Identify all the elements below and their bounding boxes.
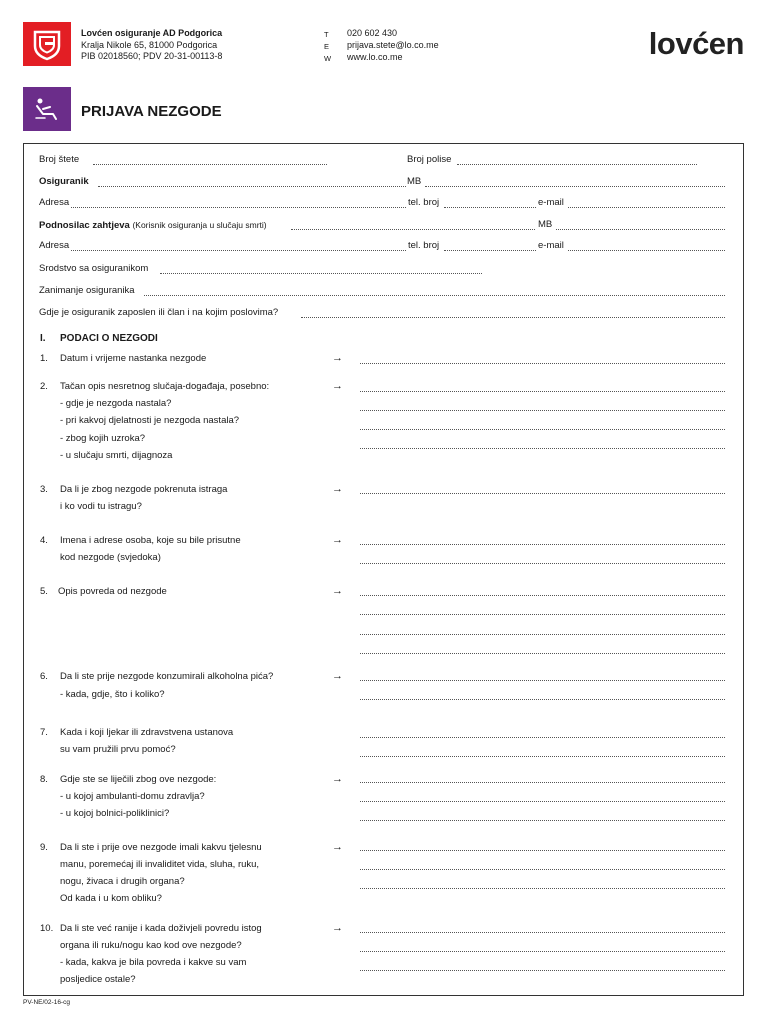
email-label: e-mail (538, 197, 564, 208)
injured-person-icon (23, 87, 71, 131)
answer-line[interactable] (360, 951, 725, 952)
answer-line[interactable] (360, 699, 725, 700)
answer-line[interactable] (360, 410, 725, 411)
answer-line[interactable] (360, 869, 725, 870)
question-text: - kada, kakva je bila povreda i kakve su vam (60, 957, 247, 968)
question-text: organa ili ruku/nogu kao kod ove nezgode? (60, 940, 242, 951)
question-text: - kada, gdje, što i koliko? (60, 689, 165, 700)
podnosilac-email-label: e-mail (538, 240, 564, 251)
arrow-icon: → (332, 352, 343, 364)
answer-line[interactable] (360, 391, 725, 392)
zaposlen-field[interactable] (301, 317, 725, 318)
contact-phone-label: T (324, 30, 329, 39)
question-number: 9. (40, 842, 48, 853)
brand-wordmark: lovćen (648, 26, 744, 61)
contact-phone: 020 602 430 (347, 28, 398, 38)
question-text: kod nezgode (svjedoka) (60, 552, 161, 563)
arrow-icon: → (332, 922, 343, 934)
question-text: i ko vodi tu istragu? (60, 501, 142, 512)
arrow-icon: → (332, 841, 343, 853)
broj-stete-field[interactable] (93, 164, 327, 165)
question-number: 8. (40, 774, 48, 785)
contact-email-label: E (324, 42, 330, 51)
question-text: Gdje ste se liječili zbog ove nezgode: (60, 774, 217, 785)
question-text: Tačan opis nesretnog slučaja-događaja, posebno: (60, 381, 270, 392)
answer-line[interactable] (360, 801, 725, 802)
company-address: Kralja Nikole 65, 81000 Podgorica (81, 40, 218, 50)
podnosilac-adresa-label: Adresa (39, 240, 70, 251)
question-number: 1. (40, 353, 48, 364)
broj-stete-label: Broj štete (39, 154, 80, 165)
answer-line[interactable] (360, 756, 725, 757)
podnosilac-tel-label: tel. broj (408, 240, 440, 251)
answer-line[interactable] (360, 363, 725, 364)
answer-line[interactable] (360, 595, 725, 596)
question-text: Da li je zbog nezgode pokrenuta istraga (60, 484, 228, 495)
adresa-label: Adresa (39, 197, 70, 208)
question-text: - pri kakvoj djelatnosti je nezgoda nastala? (60, 415, 240, 426)
answer-line[interactable] (360, 782, 725, 783)
osiguranik-field[interactable] (98, 186, 406, 187)
contact-web: www.lo.co.me (347, 52, 403, 62)
broj-polise-label: Broj polise (407, 154, 452, 165)
question-number: 4. (40, 535, 48, 546)
question-text: Datum i vrijeme nastanka nezgode (60, 353, 207, 364)
question-number: 2. (40, 381, 48, 392)
podnosilac-label (39, 219, 267, 232)
company-ids: PIB 02018560; PDV 20-31-00113-8 (81, 51, 223, 61)
question-text: - zbog kojih uzroka? (60, 433, 146, 444)
company-name: Lovćen osiguranje AD Podgorica (81, 28, 223, 38)
form-code: PV-NE/02-16-cg (23, 999, 70, 1006)
answer-line[interactable] (360, 820, 725, 821)
podnosilac-tel-field[interactable] (444, 250, 536, 251)
podnosilac-note: (Korisnik osiguranja u slučaju smrti) (132, 220, 267, 230)
question-text: nogu, živaca i drugih organa? (60, 876, 185, 887)
question-text: posljedice ostale? (60, 974, 136, 985)
question-text: manu, poremećaj ili invaliditet vida, sluha, ruku, (60, 859, 260, 870)
tel-broj-label: tel. broj (408, 197, 440, 208)
question-text: Imena i adrese osoba, koje su bile prisutne (60, 535, 241, 546)
answer-line[interactable] (360, 634, 725, 635)
zaposlen-label: Gdje je osiguranik zaposlen ili član i na kojim poslovima? (39, 307, 279, 318)
podnosilac-mb-label: MB (538, 219, 553, 230)
answer-line[interactable] (360, 680, 725, 681)
answer-line[interactable] (360, 429, 725, 430)
answer-line[interactable] (360, 970, 725, 971)
question-number: 10. (40, 923, 54, 934)
arrow-icon: → (332, 670, 343, 682)
arrow-icon: → (332, 483, 343, 495)
broj-polise-field[interactable] (457, 164, 697, 165)
answer-line[interactable] (360, 653, 725, 654)
answer-line[interactable] (360, 932, 725, 933)
answer-line[interactable] (360, 563, 725, 564)
question-text: Od kada i u kom obliku? (60, 893, 162, 904)
podnosilac-title: Podnosilac zahtjeva (39, 220, 130, 231)
company-logo-icon (23, 22, 71, 66)
osiguranik-label: Osiguranik (39, 176, 89, 187)
arrow-icon: → (332, 534, 343, 546)
arrow-icon: → (332, 585, 343, 597)
podnosilac-adresa-field[interactable] (71, 250, 406, 251)
email-field[interactable] (568, 207, 725, 208)
answer-line[interactable] (360, 737, 725, 738)
form-frame (23, 143, 744, 996)
question-text: Opis povreda od nezgode (58, 586, 167, 597)
question-number: 7. (40, 727, 48, 738)
answer-line[interactable] (360, 850, 725, 851)
tel-broj-field[interactable] (444, 207, 536, 208)
podnosilac-email-field[interactable] (568, 250, 725, 251)
question-text: Da li ste prije nezgode konzumirali alkoholna pića? (60, 671, 274, 682)
answer-line[interactable] (360, 888, 725, 889)
section-number: I. (40, 333, 46, 344)
answer-line[interactable] (360, 614, 725, 615)
question-text: - u slučaju smrti, dijagnoza (60, 450, 173, 461)
question-number: 3. (40, 484, 48, 495)
question-text: Kada i koji ljekar ili zdravstvena ustanova (60, 727, 234, 738)
contact-web-label: W (324, 54, 332, 63)
question-text: Da li ste i prije ove nezgode imali kakvu tjelesnu (60, 842, 262, 853)
adresa-field[interactable] (71, 207, 406, 208)
contact-email: prijava.stete@lo.co.me (347, 40, 439, 50)
podnosilac-mb-field[interactable] (556, 229, 725, 230)
answer-line[interactable] (360, 448, 725, 449)
arrow-icon: → (332, 380, 343, 392)
zanimanje-label: Zanimanje osiguranika (39, 285, 135, 296)
question-text: su vam pružili prvu pomoć? (60, 744, 176, 755)
page-title: PRIJAVA NEZGODE (81, 103, 222, 120)
srodstvo-field[interactable] (160, 273, 482, 274)
osiguranik-mb-field[interactable] (425, 186, 725, 187)
zanimanje-field[interactable] (144, 295, 725, 296)
question-number: 6. (40, 671, 48, 682)
answer-line[interactable] (360, 493, 725, 494)
arrow-icon: → (332, 773, 343, 785)
question-text: - gdje je nezgoda nastala? (60, 398, 172, 409)
section-title: PODACI O NEZGODI (60, 333, 158, 344)
answer-line[interactable] (360, 544, 725, 545)
question-text: - u kojoj bolnici-poliklinici? (60, 808, 170, 819)
question-text: - u kojoj ambulanti-domu zdravlja? (60, 791, 205, 802)
srodstvo-label: Srodstvo sa osiguranikom (39, 263, 149, 274)
osiguranik-mb-label: MB (407, 176, 422, 187)
podnosilac-field[interactable] (291, 229, 535, 230)
question-text: Da li ste već ranije i kada doživjeli povredu istog (60, 923, 262, 934)
question-number: 5. (40, 586, 48, 597)
